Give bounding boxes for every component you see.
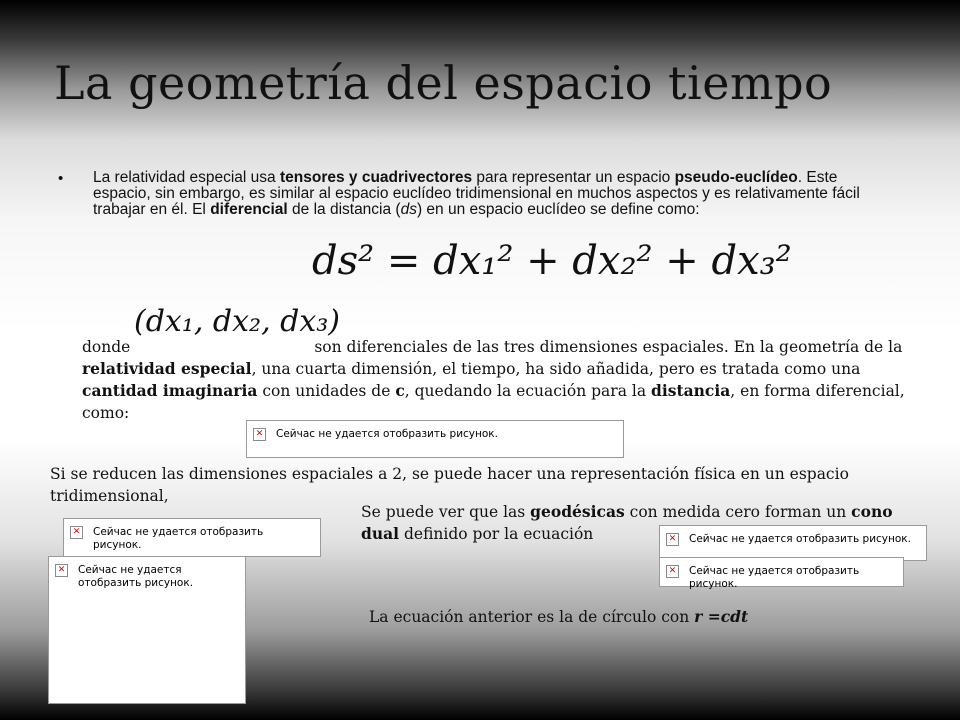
text: son diferenciales de las tres dimensiones espaciales. En la geometría de la [314,338,903,356]
text: para representar un espacio [472,169,675,186]
text: , en forma diferencial, como: [82,382,905,422]
text: con unidades de [257,382,396,400]
bullet-paragraph [58,170,878,218]
bullet-text [93,170,878,218]
broken-image-message: Сейчас не удается отобразить рисунок. [93,526,264,551]
bullet-dot: • [58,170,64,187]
term-c: c [395,381,405,400]
euclidean-distance-formula: ds² = dx₁² + dx₂² + dx₃² [312,238,792,284]
text: Se puede ver que las [361,503,531,521]
term-pseudo-euclideo: pseudo-euclídeo [674,169,798,186]
broken-image-cone-equation-b [659,557,904,590]
broken-image-message: Сейчас не удается отобразить рисунок. [276,428,498,440]
broken-image-icon: ✕ [70,526,83,539]
text: ) en un espacio euclídeo se define como: [416,201,700,218]
term-ds: ds [400,201,417,218]
broken-image-3d-representation-a [63,518,321,557]
term-diferencial: diferencial [210,201,288,218]
broken-image-icon: ✕ [666,533,679,546]
term-relatividad-especial: relatividad especial [82,359,252,378]
broken-image-cone-equation-a [659,525,927,561]
text: La ecuación anterior es la de círculo con [369,608,695,626]
term-tensores: tensores y cuadrivectores [279,169,473,186]
broken-image-icon: ✕ [253,428,266,441]
term-geodesicas: geodésicas [530,502,625,521]
term-cono-dual: cono dual [361,502,893,543]
slide-title: La geometría del espacio tiempo [54,56,833,110]
text: , una cuarta dimensión, el tiempo, ha sido añadida, pero es tratada como una [251,360,861,378]
paragraph-reduced-dimensions: Si se reducen las dimensiones espaciales a 2, se puede hacer una representación física en un espacio tridimensional, [50,465,849,505]
broken-image-icon: ✕ [666,565,679,578]
text: , quedando la ecuación para la [404,382,651,400]
term-distancia: distancia [651,381,731,400]
text: donde [82,338,131,356]
broken-image-message: Сейчас не удается отобразить рисунок. [689,565,860,590]
text: de la distancia ( [287,201,401,218]
term-r-cdt: r =cdt [694,607,749,626]
broken-image-message: Сейчас не удается отобразить рисунок. [78,564,194,589]
text: definido por la ecuación [399,525,594,543]
text: con medida cero forman un [624,503,852,521]
broken-image-distance-equation [246,420,624,458]
broken-image-message: Сейчас не удается отобразить рисунок. [689,533,911,545]
text: La relatividad especial usa [93,169,280,186]
term-cantidad-imaginaria: cantidad imaginaria [82,381,258,400]
paragraph-circle [369,607,748,626]
paragraph-relativity [82,336,912,424]
broken-image-icon: ✕ [55,564,68,577]
differentials-formula: (dx₁, dx₂, dx₃) [134,304,341,339]
text: . Este espacio, sin embargo, es similar al espacio euclídeo tridimensional en muchos aspectos y es relativamente fácil trabajar en él. El [93,169,860,218]
broken-image-3d-representation-b [48,556,246,704]
